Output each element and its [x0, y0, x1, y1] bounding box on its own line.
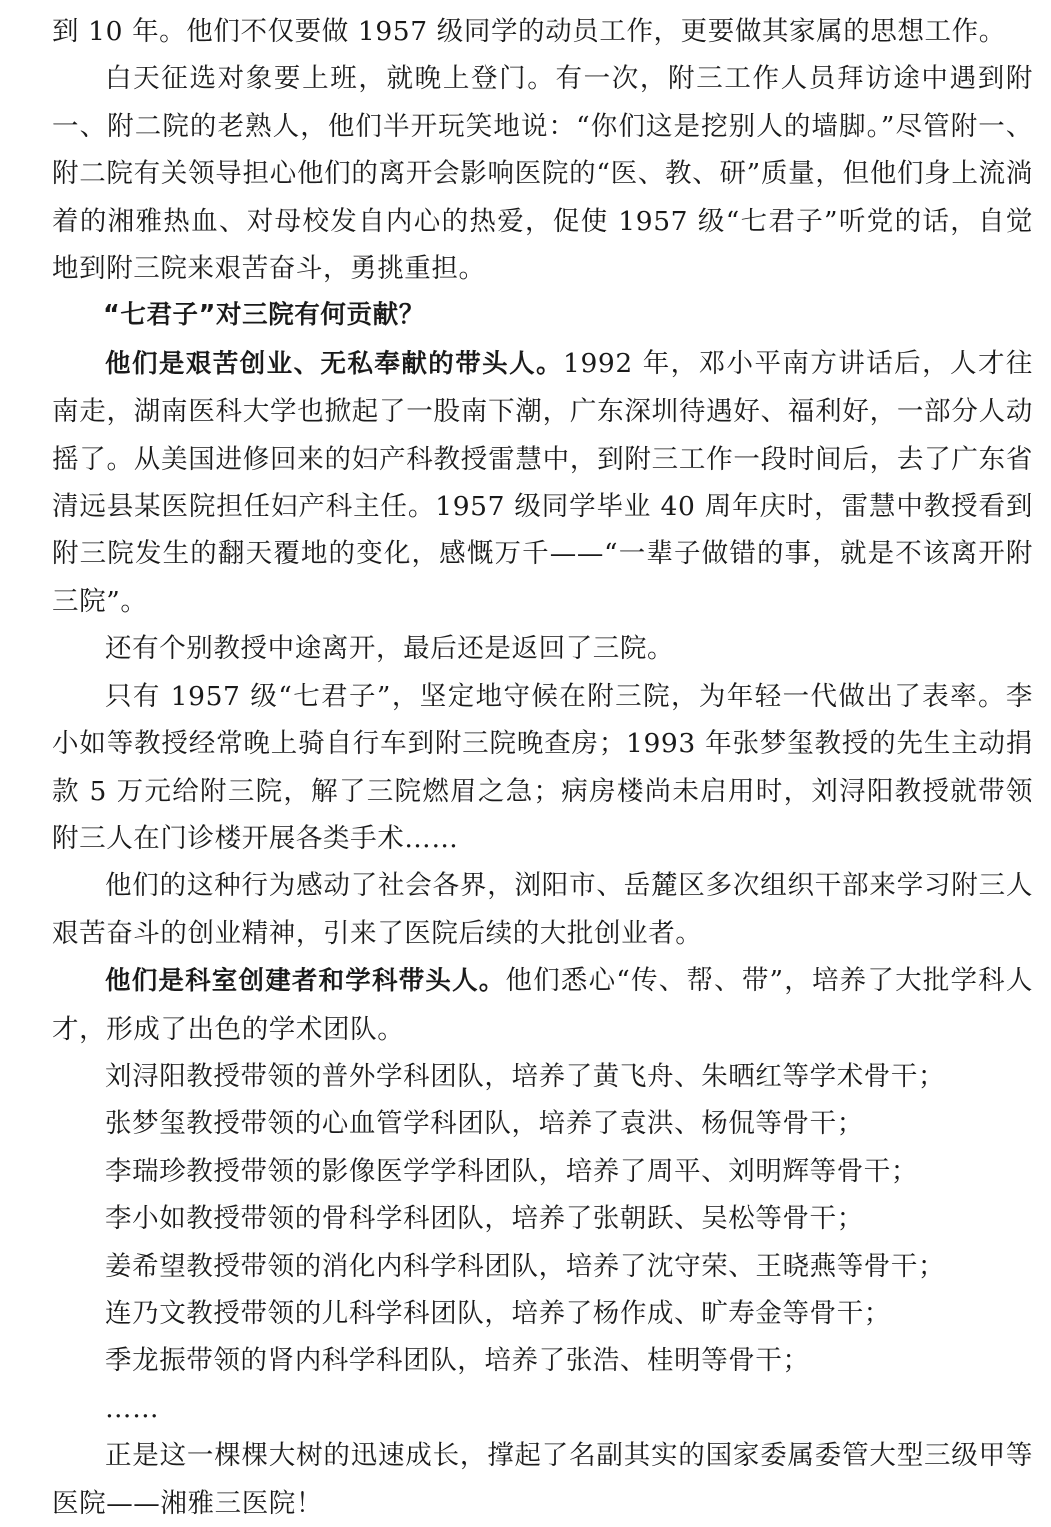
list-ellipsis: ……: [105, 1392, 160, 1424]
paragraph-seven-gentlemen: 只有 1957 级“七君子”，坚定地守候在附三院，为年轻一代做出了表率。李小如等教授经常晚上骑自行车到附三院晚查房；1993 年张梦玺教授的先生主动捐款 5 万元给附三院，解了三院燃眉之急；病房楼尚未启用时，刘浔阳教授就带领附三人在门诊楼开展各类手术……: [52, 680, 1033, 854]
team-list-item: 季龙振带领的肾内科学科团队，培养了张浩、桂明等骨干；: [105, 1345, 810, 1377]
paragraph-lead-bold: 他们是艰苦创业、无私奉献的带头人。: [105, 348, 563, 379]
paragraph-pioneers: [52, 340, 1033, 625]
document-page: [52, 8, 1033, 1527]
paragraph-society-moved: 他们的这种行为感动了社会各界，浏阳市、岳麓区多次组织干部来学习附三人艰苦奋斗的创业精神，引来了医院后续的大批创业者。: [52, 870, 1033, 949]
paragraph-return: 还有个别教授中途离开，最后还是返回了三院。: [105, 633, 675, 665]
paragraph-body: 1992 年，邓小平南方讲话后，人才往南走，湖南医科大学也掀起了一股南下潮，广东深圳待遇好、福利好，一部分人动摇了。从美国进修回来的妇产科教授雷慧中，到附三工作一段时间后，去了广东省清远县某医院担任妇产科主任。1957 级同学毕业 40 周年庆时，雷慧中教授看到附三院发生的翻天覆地的变化，感慨万千——“一辈子做错的事，就是不该离开附三院”。: [52, 347, 1034, 617]
paragraph-continuation: 到 10 年。他们不仅要做 1957 级同学的动员工作，更要做其家属的思想工作。: [52, 16, 1006, 47]
paragraph-lead-bold: 他们是科室创建者和学科带头人。: [105, 966, 506, 997]
section-heading: “七君子”对三院有何贡献？: [103, 300, 425, 331]
paragraph-discipline-leaders: [52, 957, 1033, 1053]
team-list-item: 连乃文教授带领的儿科学科团队，培养了杨作成、旷寿金等骨干；: [105, 1297, 891, 1329]
team-list-item: 李瑞珍教授带领的影像医学学科团队，培养了周平、刘明辉等骨干；: [105, 1155, 918, 1187]
paragraph-body: 他们悉心“传、帮、带”，培养了大批学科人才，形成了出色的学术团队。: [52, 965, 1033, 1045]
team-list-item: 姜希望教授带领的消化内科学科团队，培养了沈守荣、王晓燕等骨干；: [105, 1250, 946, 1282]
paragraph-conclusion: 正是这一棵棵大树的迅速成长，撑起了名副其实的国家委属委管大型三级甲等医院——湘雅三医院！: [52, 1440, 1033, 1519]
team-list-item: 刘浔阳教授带领的普外学科团队，培养了黄飞舟、朱晒红等学术骨干；: [105, 1060, 946, 1092]
team-list-item: 张梦玺教授带领的心血管学科团队，培养了袁洪、杨侃等骨干；: [105, 1108, 864, 1140]
paragraph-evening-visits: 白天征选对象要上班，就晚上登门。有一次，附三工作人员拜访途中遇到附一、附二院的老熟人，他们半开玩笑地说：“你们这是挖别人的墙脚。”尽管附一、附二院有关领导担心他们的离开会影响医院的“医、教、研”质量，但他们身上流淌着的湘雅热血、对母校发自内心的热爱，促使 1957 级“七君子”听党的话，自觉地到附三院来艰苦奋斗，勇挑重担。: [52, 63, 1033, 285]
team-list-item: 李小如教授带领的骨科学科团队，培养了张朝跃、吴松等骨干；: [105, 1203, 864, 1235]
